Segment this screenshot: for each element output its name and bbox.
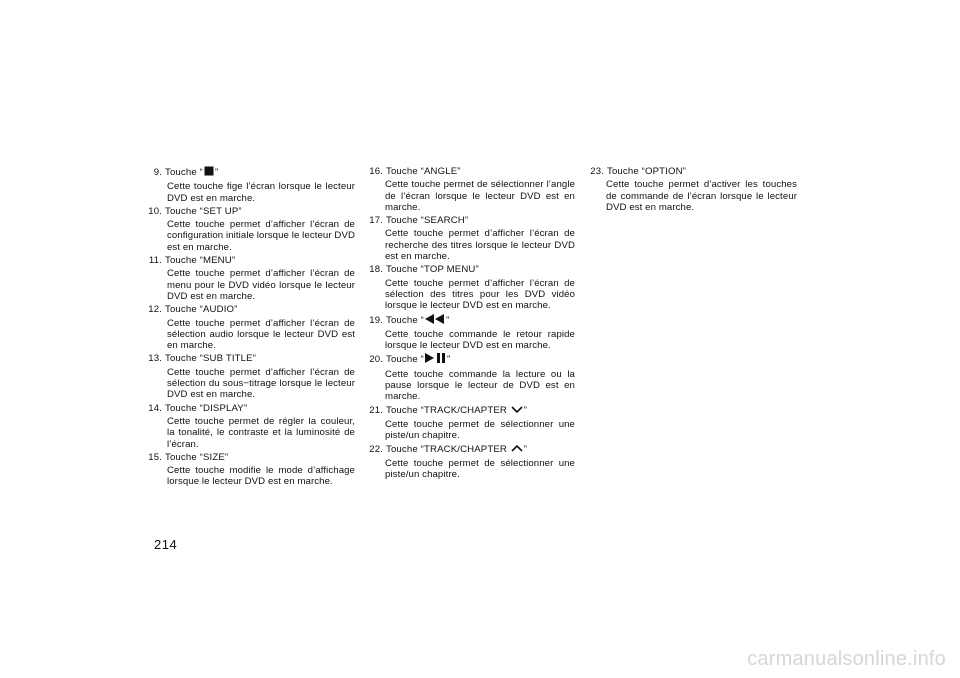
entry-heading [117,166,355,179]
entry-label-close: ” [446,314,450,326]
entry-description: Cette touche permet d’afficher l’écran de sélection des titres pour les DVD vidéo lorsque le lecteur DVD est en marche. [385,277,575,312]
entry-label-close: ” [215,167,219,178]
entry-heading [368,405,575,417]
entry-description: Cette touche permet de sélectionner l’angle de l’écran lorsque le lecteur DVD est en marche. [385,179,575,213]
entry-label-text: Touche “DISPLAY” [165,402,248,414]
entry-number: 18. [369,264,383,276]
entry-heading [117,353,355,364]
entry-label [607,166,686,177]
right-column [589,166,797,215]
entry-heading [368,353,575,366]
entry-description: Cette touche permet d’afficher l’écran de recherche des titres lorsque le lecteur DVD est en marche. [385,228,575,263]
entry-label-text: Touche “TOP MENU” [386,264,479,276]
entry-label [386,444,527,456]
entry-number: 10. [148,205,162,217]
entry-heading [368,215,575,226]
entry-description: Cette touche permet d’activer les touches de commande de l’écran lorsque le lecteur DVD est en marche. [606,179,797,213]
entry-description: Cette touche permet de sélectionner une piste/un chapitre. [385,418,575,442]
entry-number: 19. [369,314,383,326]
entry-description: Cette touche permet de sélectionner une piste/un chapitre. [385,457,575,481]
list-item [368,166,575,213]
entry-label [165,206,242,217]
entry-number: 21. [369,405,383,417]
chevron-up-icon [511,444,523,456]
list-item [589,166,797,213]
entry-number: 15. [148,451,162,463]
list-item [117,304,355,351]
entry-description: Cette touche permet d’afficher l’écran de menu pour le DVD vidéo lorsque le lecteur DVD est en marche. [167,268,355,302]
entry-label-close: ” [523,405,528,417]
entry-number: 17. [369,215,383,227]
entry-heading [117,255,355,266]
entry-label-text: Touche “OPTION” [607,166,687,177]
play-pause-icon [425,353,446,366]
entry-heading [117,452,355,463]
entry-number: 13. [148,353,162,365]
list-item [368,264,575,311]
list-item [368,215,575,262]
entry-label [386,215,468,226]
entry-number: 23. [590,166,604,177]
entry-description: Cette touche commande le retour rapide lorsque le lecteur DVD est en marche. [385,328,575,352]
entry-description: Cette touche permet d’afficher l’écran de sélection du sous−titrage lorsque le lecteur DVD est en marche. [167,366,355,401]
entry-label-text: Touche “AUDIO” [165,304,238,316]
entry-description: Cette touche fige l’écran lorsque le lecteur DVD est en marche. [167,181,355,204]
middle-column [368,166,575,482]
entry-label-text: Touche “TRACK/CHAPTER [386,444,510,456]
rewind-icon [425,314,445,327]
entry-heading [117,206,355,217]
entry-label-text: Touche “ANGLE” [386,166,461,177]
entry-number: 9. [153,167,162,178]
entry-description: Cette touche permet de régler la couleur, la tonalité, le contraste et la luminosité de l’écran. [167,415,355,450]
chevron-down-icon [511,405,523,417]
list-item [117,255,355,302]
entry-number: 20. [369,354,383,366]
entry-label-text: Touche “MENU” [165,255,236,267]
watermark: carmanualsonline.info [747,648,946,670]
entry-number: 12. [148,304,162,316]
stop-square-icon [204,166,214,179]
entry-label [386,314,449,327]
entry-label-text: Touche “SUB TITLE” [165,353,257,365]
entry-label [386,166,461,177]
list-item [368,314,575,352]
list-item [368,353,575,402]
list-item [117,353,355,400]
list-item [117,206,355,253]
entry-label-text: Touche “SEARCH” [386,215,469,227]
list-item [117,166,355,204]
entry-description: Cette touche permet d’afficher l’écran de sélection audio lorsque le lecteur DVD est en marche. [167,317,355,352]
entry-description: Cette touche permet d’afficher l’écran de configuration initiale lorsque le lecteur DVD est en marche. [167,219,355,253]
entry-heading [368,264,575,275]
entry-label [165,452,228,463]
entry-heading [117,403,355,414]
entry-description: Cette touche modifie le mode d’affichage lorsque le lecteur DVD est en marche. [167,465,355,488]
entry-number: 22. [369,444,383,456]
entry-label-text: Touche “SIZE” [165,451,229,463]
entry-label [165,403,247,414]
entry-heading [368,314,575,327]
entry-heading [368,444,575,456]
list-item [368,444,575,481]
entry-label [386,405,527,417]
list-item [117,403,355,450]
entry-label [386,264,479,275]
entry-label [165,166,218,179]
list-item [368,405,575,442]
entry-label-close: ” [523,444,528,456]
entry-label-text: Touche “TRACK/CHAPTER [386,405,510,417]
entry-label [165,255,235,266]
left-column [117,166,355,490]
entry-label-text: Touche “ [165,167,203,178]
entry-number: 11. [148,255,162,267]
entry-heading [589,166,797,177]
entry-heading [368,166,575,177]
entry-label-text: Touche “SET UP” [165,205,242,217]
entry-description: Cette touche commande la lecture ou la pause lorsque le lecteur de DVD est en marche. [385,368,575,403]
entry-label-text: Touche “ [386,314,424,326]
entry-number: 16. [369,166,383,177]
entry-label-text: Touche “ [386,354,424,366]
page-number: 214 [154,537,178,552]
entry-heading [117,304,355,315]
entry-label [386,353,450,366]
entry-label-close: ” [447,354,451,366]
entry-number: 14. [148,402,162,414]
entry-label [165,304,237,315]
list-item [117,452,355,488]
entry-label [165,353,256,364]
